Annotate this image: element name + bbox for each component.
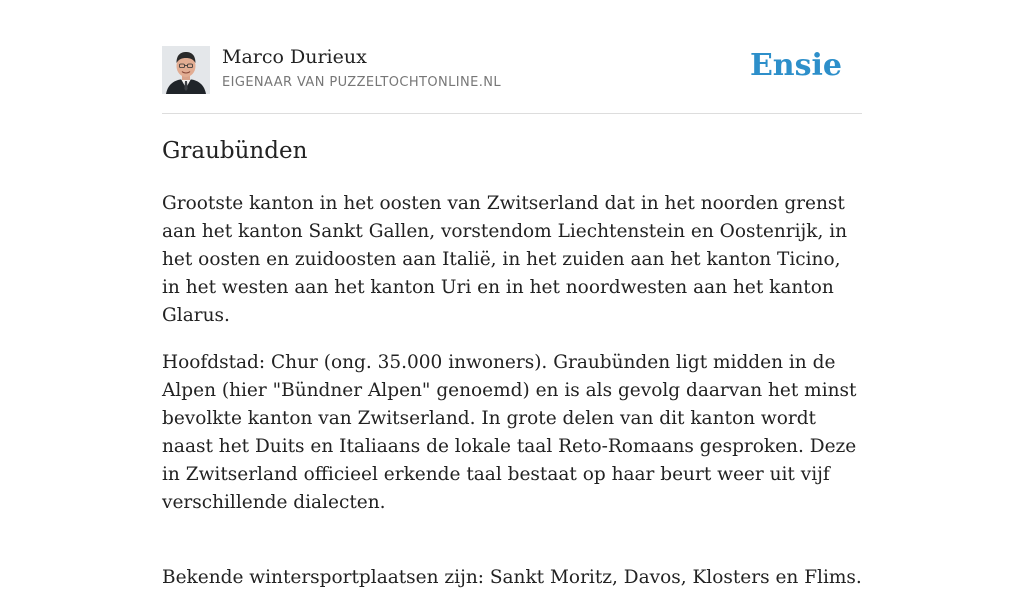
article-paragraph: Grootste kanton in het oosten van Zwitserland dat in het noorden grenst aan het kanton Sankt Gallen, vorstendom Liechtenstein en Oostenrijk, in het oosten en zuidoosten aan Italië, in het zuiden aan het kanton Ticino, in het westen aan het kanton Uri en in het noordwesten aan het kanton Glarus. — [162, 193, 848, 326]
author-name[interactable]: Marco Durieux — [222, 46, 367, 68]
author-avatar[interactable] — [162, 46, 210, 94]
article-paragraph: Hoofdstad: Chur (ong. 35.000 inwoners). Graubünden ligt midden in de Alpen (hier "Bündner Alpen" genoemd) en is als gevolg daarvan het minst bevolkte kanton van Zwitserland. In grote delen van dit kanton wordt naast het Duits en Italiaans de lokale taal Reto-Romaans gesproken. Deze in Zwitserland officieel erkende taal bestaat op haar beurt weer uit vijf verschillende dialecten. — [162, 352, 857, 513]
author-header — [162, 44, 862, 114]
article-title: Graubünden — [162, 138, 308, 164]
author-portrait-icon — [162, 46, 210, 94]
article-body — [162, 190, 862, 611]
article-paragraph: Bekende wintersportplaatsen zijn: Sankt Moritz, Davos, Klosters en Flims. — [162, 567, 862, 588]
author-role: EIGENAAR VAN PUZZELTOCHTONLINE.NL — [222, 75, 502, 90]
paragraph-spacer — [162, 536, 862, 564]
ensie-logo[interactable]: Ensie — [749, 48, 842, 83]
